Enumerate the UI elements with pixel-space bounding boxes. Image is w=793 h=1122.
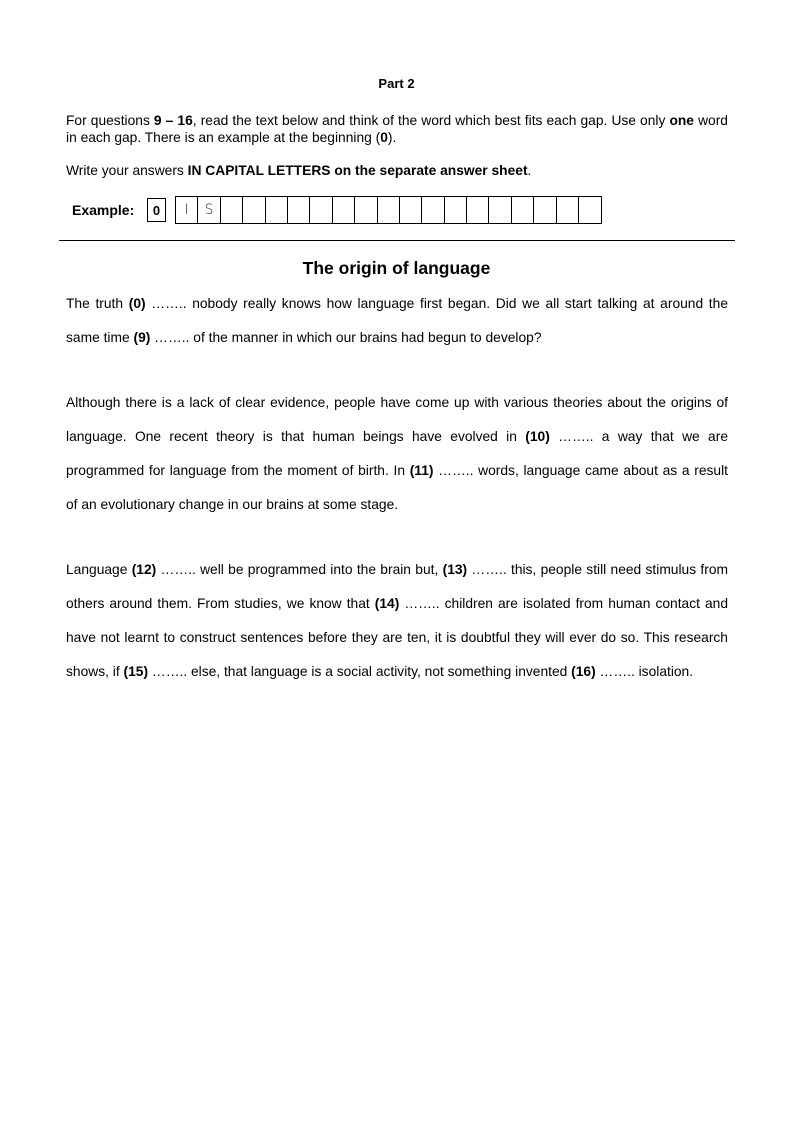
paragraph-text: …….. a way that we are programmed for language from the moment of birth. In — [66, 429, 728, 478]
example-answer-boxes — [175, 196, 602, 224]
answer-box — [534, 197, 556, 223]
gap-number-16: (16) — [571, 664, 596, 679]
write-answers-text: . — [527, 163, 532, 178]
answer-box — [355, 197, 377, 223]
emphasis-one: one — [669, 113, 694, 128]
paragraph-text: …….. well be programmed into the brain but, — [156, 562, 443, 577]
answer-box — [467, 197, 489, 223]
instructions-text: word in each gap. There is an example at the beginning ( — [66, 113, 728, 145]
example-number-box: 0 — [147, 198, 166, 222]
paragraph-text: …….. children are isolated from human contact and have not learnt to construct sentences before they are ten, it is doubtful they will ever do so. This research shows, if — [66, 596, 728, 679]
answer-box: S — [198, 197, 220, 223]
paragraph-text: The truth — [66, 296, 129, 311]
answer-box — [512, 197, 534, 223]
paragraph-text: …….. of the manner in which our brains had begun to develop? — [150, 330, 542, 345]
answer-box — [489, 197, 511, 223]
answer-box — [310, 197, 332, 223]
instructions-text: ). — [387, 130, 397, 145]
paragraph-text: …….. nobody really knows how language first began. Did we all start talking at around the same time — [66, 296, 728, 345]
answer-box — [400, 197, 422, 223]
instructions-text: , read the text below and think of the word which best fits each gap. Use only — [192, 113, 670, 128]
gap-number-14: (14) — [374, 596, 400, 611]
answer-box — [422, 197, 444, 223]
part-title: Part 2 — [378, 76, 415, 91]
divider — [59, 240, 735, 241]
paragraph-text: …….. else, that language is a social activity, not something invented — [148, 664, 572, 679]
answer-box — [243, 197, 265, 223]
gap-number-0: (0) — [128, 296, 146, 311]
answer-box — [221, 197, 243, 223]
paragraph-text: …….. this, people still need stimulus from others around them. From studies, we know that — [66, 562, 729, 611]
answer-box — [378, 197, 400, 223]
paragraph-3 — [66, 553, 728, 689]
paragraph-1 — [66, 287, 728, 355]
answer-box — [579, 197, 601, 223]
answer-box: I — [176, 197, 198, 223]
example-row — [72, 196, 602, 224]
paragraph-text: …….. isolation. — [595, 664, 694, 679]
example-label: Example: — [72, 202, 135, 218]
answer-box — [445, 197, 467, 223]
example-zero: 0 — [380, 130, 388, 145]
gap-number-10: (10) — [525, 429, 550, 444]
instructions-text: For questions — [66, 113, 154, 128]
paragraph-text: Language — [66, 562, 132, 577]
answer-box — [266, 197, 288, 223]
write-answers-instruction — [66, 162, 728, 179]
gap-number-12: (12) — [131, 562, 157, 577]
gap-number-15: (15) — [123, 664, 149, 679]
write-answers-text: Write your answers — [66, 163, 188, 178]
question-range: 9 – 16 — [153, 113, 193, 128]
gap-number-9: (9) — [133, 330, 151, 345]
instructions — [66, 112, 728, 146]
paragraph-2 — [66, 386, 728, 522]
answer-box — [288, 197, 310, 223]
text-title: The origin of language — [302, 258, 491, 278]
gap-number-11: (11) — [409, 463, 434, 478]
answer-box — [333, 197, 355, 223]
paragraph-text: …….. words, language came about as a result of an evolutionary change in our brains at some stage. — [66, 463, 729, 512]
answer-box — [557, 197, 579, 223]
gap-number-13: (13) — [442, 562, 468, 577]
write-answers-emphasis: IN CAPITAL LETTERS on the separate answer sheet — [187, 163, 528, 178]
paragraph-text: Although there is a lack of clear evidence, people have come up with various theories about the origins of language. One recent theory is that human beings have evolved in — [66, 395, 728, 444]
